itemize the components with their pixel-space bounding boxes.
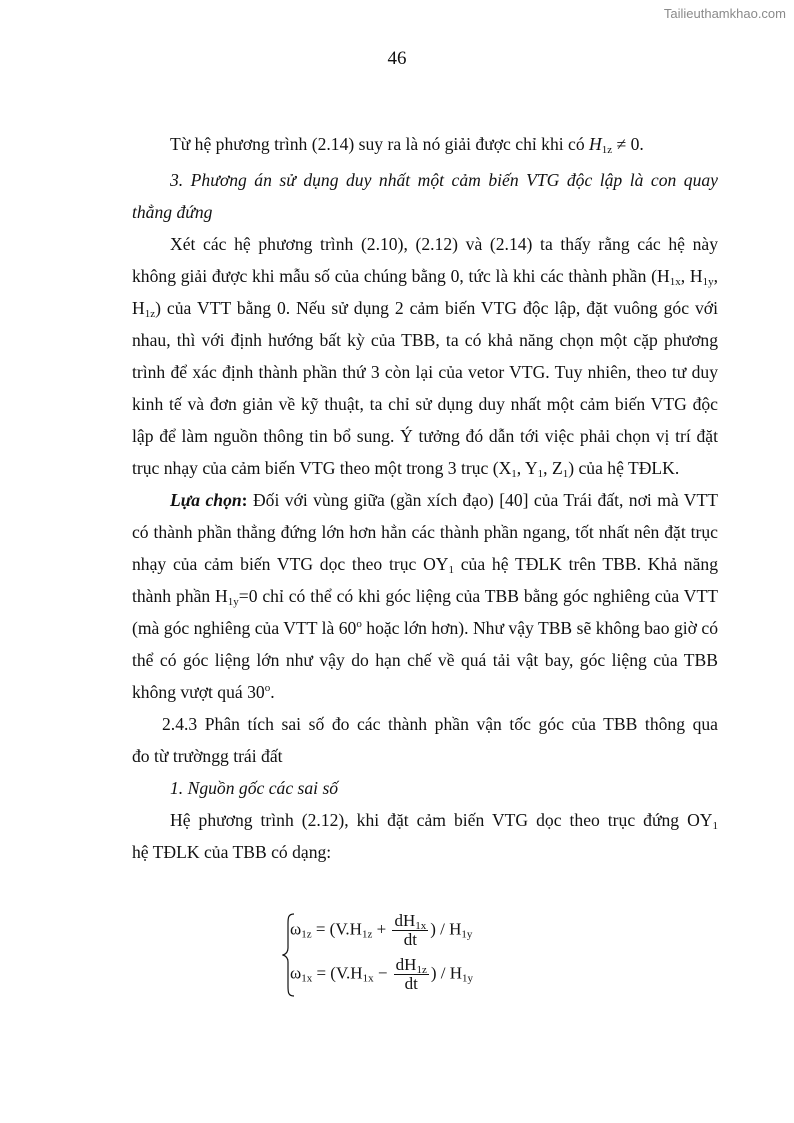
section-heading-2-4-3-cont: đo từ trườngg trái đất bbox=[132, 746, 283, 766]
paragraph-choice: Lựa chọn: Đối với vùng giữa (gần xích đạo) [40] của Trái đất, nơi mà VTT có thành phần thẳng đứng lớn hơn hẳn các thành phần ngang, tốt nhất nên đặt trục nhạy của cảm biến VTG dọc theo trục $OY_1$ của hệ TĐLK trên TBB. Khả năng thành phần $H_{1y}=0$ chỉ có thể có khi góc liệng của TBB bằng góc nghiêng của VTT (mà góc nghiêng của VTT là 60$^o$ hoặc lớn hơn). Như vậy TBB sẽ không bao giờ có thể có góc liệng lớn như vậy do hạn chế về quá tải vật bay, góc liệng của TBB không vượt quá 30$^o$. bbox=[132, 490, 719, 702]
fraction-2: $\frac{dH_{1z}}{dt}$ bbox=[395, 955, 427, 993]
fraction-1: $\frac{dH_{1x}}{dt}$ bbox=[394, 911, 427, 949]
equation-system bbox=[282, 912, 522, 1002]
heading-error-sources: 1. Nguồn gốc các sai số bbox=[170, 778, 339, 798]
body-text bbox=[132, 128, 718, 868]
equation-line-2: $\omega_{1x} = (V.H_{1x}$ − $\frac{dH_{1z}}{dt}$ ) / $H_{1y}$ bbox=[290, 955, 474, 993]
equation-line-1: $\omega_{1z} = (V.H_{1z}$ + $\frac{dH_{1x}}{dt}$ ) / $H_{1y}$ bbox=[290, 911, 473, 949]
watermark: Tailieuthamkhao.com bbox=[663, 6, 786, 21]
paragraph-system: Hệ phương trình (2.12), khi đặt cảm biến VTG dọc theo trục đứng $OY_1$ bbox=[170, 810, 718, 832]
paragraph-condition: Từ hệ phương trình (2.14) suy ra là nó giải được chỉ khi có $H_{1z} \ne 0$. bbox=[170, 134, 644, 156]
heading-option-3: 3. Phương án sử dụng duy nhất một cảm biến VTG độc lập là con quay bbox=[170, 170, 718, 190]
paragraph-system-cont: hệ TĐLK của TBB có dạng: bbox=[132, 842, 332, 862]
section-heading-2-4-3: 2.4.3 Phân tích sai số đo các thành phần vận tốc góc của TBB thông qua bbox=[162, 714, 718, 734]
heading-option-3-cont: thẳng đứng bbox=[132, 202, 213, 222]
page-number: 46 bbox=[387, 48, 407, 69]
paragraph-analysis: Xét các hệ phương trình (2.10), (2.12) và (2.14) ta thấy rằng các hệ này không giải được khi mẫu số của chúng bằng 0, tức là khi các thành phần ($H_{1x}$, $H_{1y}$, $H_{1z}$) của VTT bằng 0. Nếu sử dụng 2 cảm biến VTG độc lập, đặt vuông góc với nhau, thì với định hướng bất kỳ của TBB, ta có khả năng chọn một cặp phương trình để xác định thành phần thứ 3 còn lại của vetor VTG. Tuy nhiên, theo tư duy kinh tế và đơn giản về kỹ thuật, ta chỉ sử dụng duy nhất một cảm biến VTG độc lập để làm nguồn thông tin bổ sung. Ý tưởng đó dẫn tới việc phải chọn vị trí đặt trục nhạy của cảm biến VTG theo một trong 3 trục ($X_1$, $Y_1$, $Z_1$) của hệ TĐLK. bbox=[132, 234, 718, 480]
